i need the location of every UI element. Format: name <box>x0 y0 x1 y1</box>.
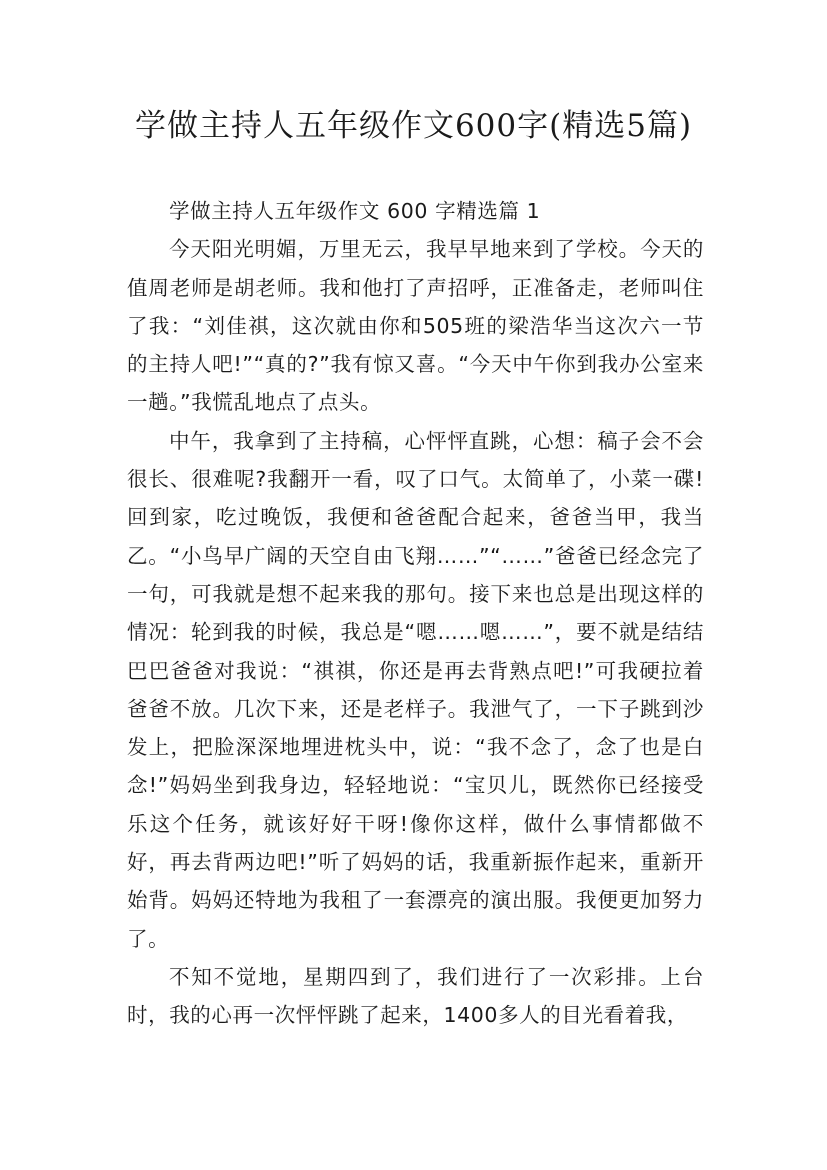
paragraph-1: 今天阳光明媚，万里无云，我早早地来到了学校。今天的值周老师是胡老师。我和他打了声招呼，正准备走，老师叫住了我：“刘佳祺，这次就由你和505班的梁浩华当这次六一节的主持人吧!”“真的?”我有惊又喜。“今天中午你到我办公室来一趟。”我慌乱地点了点头。 <box>127 237 704 415</box>
paragraph-2: 中午，我拿到了主持稿，心怦怦直跳，心想：稿子会不会很长、很难呢?我翻开一看，叹了口气。太简单了，小菜一碟!回到家，吃过晚饭，我便和爸爸配合起来，爸爸当甲，我当乙。“小鸟早广阔的天空自由飞翔……”“……”爸爸已经念完了一句，可我就是想不起来我的那句。接下来也总是出现这样的情况：轮到我的时候，我总是“嗯……嗯……”，要不就是结结巴巴爸爸对我说：“祺祺，你还是再去背熟点吧!”可我硬拉着爸爸不放。几次下来，还是老样子。我泄气了，一下子跳到沙发上，把脸深深地埋进枕头中，说：“我不念了，念了也是白念!”妈妈坐到我身边，轻轻地说：“宝贝儿，既然你已经接受乐这个任务，就该好好干呀!像你这样，做什么事情都做不好，再去背两边吧!”听了妈妈的话，我重新振作起来，重新开始背。妈妈还特地为我租了一套漂亮的演出服。我便更加努力了。 <box>127 428 704 951</box>
paragraph-3: 不知不觉地，星期四到了，我们进行了一次彩排。上台时，我的心再一次怦怦跳了起来，1400多人的目光看着我， <box>127 964 704 1028</box>
document-body <box>127 192 704 1035</box>
document-title: 学做主持人五年级作文600字(精选5篇) <box>134 108 693 144</box>
section-heading: 学做主持人五年级作文 600 字精选篇 1 <box>169 199 541 223</box>
